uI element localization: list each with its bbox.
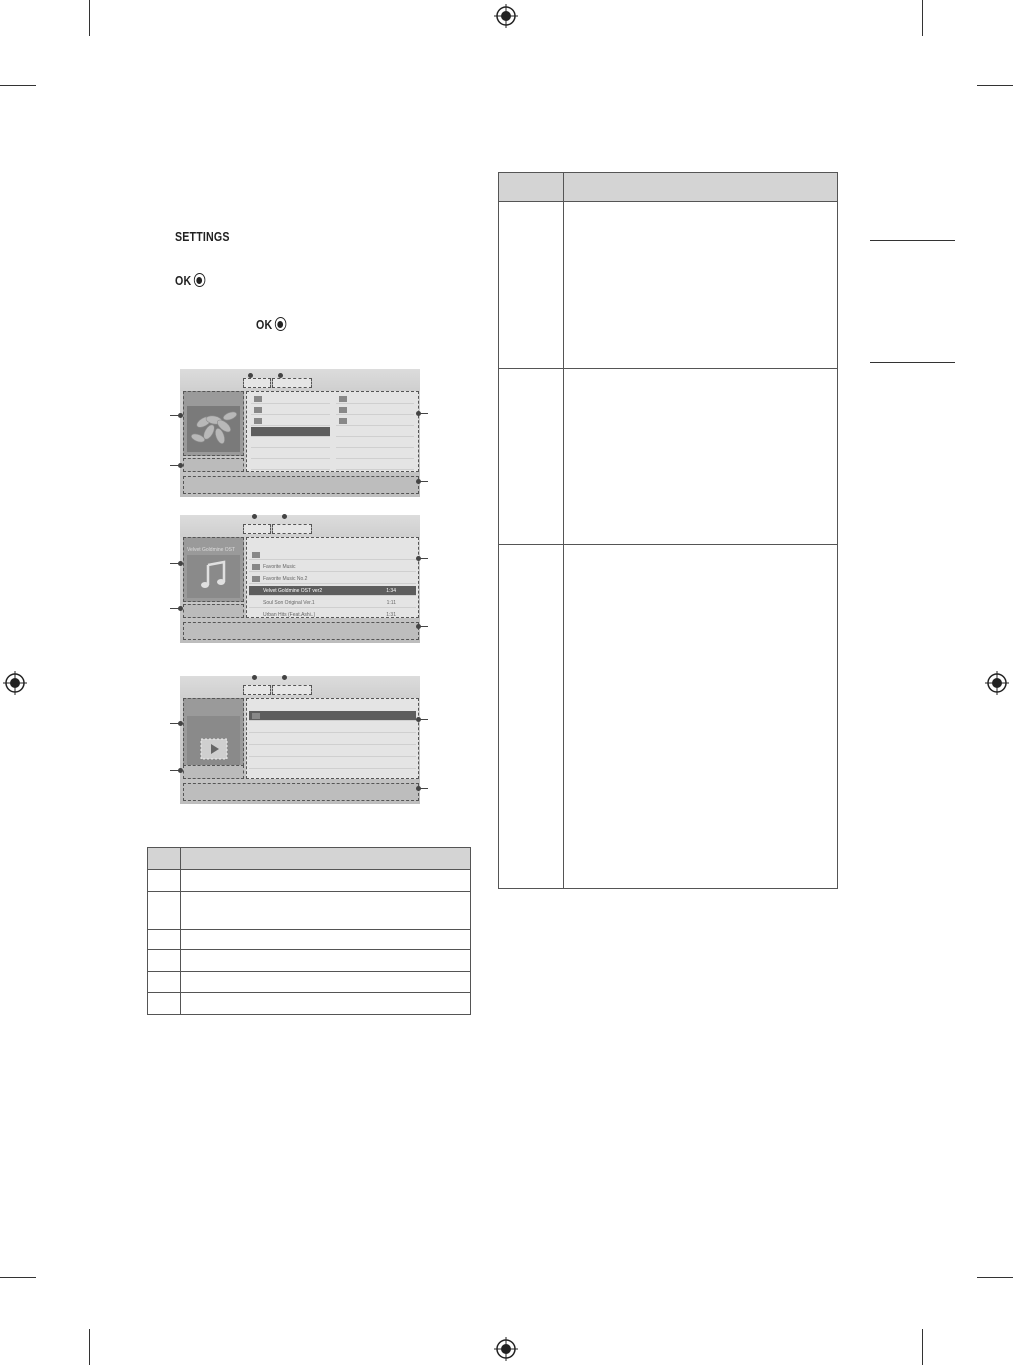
file-list-column (334, 394, 416, 468)
list-item[interactable] (336, 460, 414, 470)
ok-button-icon (194, 273, 205, 287)
registration-mark-icon (494, 4, 518, 28)
table-cell (148, 950, 181, 972)
item-label: Soul Son Original Ver.1 (263, 600, 315, 606)
callout-line (170, 608, 180, 609)
section-divider (870, 240, 955, 241)
content-type-button[interactable] (183, 604, 244, 618)
callout-line (170, 770, 180, 771)
content-type-button[interactable] (183, 458, 244, 472)
callout-marker (282, 675, 287, 680)
description-table (498, 172, 838, 889)
folder-icon (339, 396, 347, 402)
folder-icon (252, 564, 260, 570)
file-list (246, 698, 419, 779)
content-type-button[interactable] (183, 765, 244, 779)
table-cell (181, 972, 471, 993)
callout-marker (248, 373, 253, 378)
folder-icon (252, 552, 260, 558)
preview-panel (183, 537, 244, 602)
table-row (148, 892, 471, 930)
tab-indicator (243, 524, 271, 534)
crop-mark (0, 85, 36, 86)
tab-indicator (272, 524, 312, 534)
registration-mark-icon (985, 671, 1009, 695)
list-item[interactable] (249, 598, 416, 608)
table-cell (148, 870, 181, 892)
table-cell (181, 993, 471, 1015)
item-label: Favorite Music (263, 564, 296, 570)
folder-icon (254, 418, 262, 424)
table-header-cell (499, 173, 564, 202)
folder-icon (254, 396, 262, 402)
file-list (246, 537, 419, 618)
list-item[interactable] (251, 405, 330, 415)
table-header-cell (181, 848, 471, 870)
table-row (499, 202, 838, 369)
crop-mark (922, 1329, 923, 1365)
list-item[interactable] (251, 460, 330, 470)
legend-table (147, 847, 471, 1015)
list-item[interactable] (249, 550, 416, 560)
ok-key-label (175, 273, 205, 288)
table-cell (148, 892, 181, 930)
file-list-column (249, 394, 332, 468)
table-header-row (499, 173, 838, 202)
list-item[interactable] (251, 416, 330, 426)
tab-indicator (272, 378, 312, 388)
table-cell (564, 202, 838, 369)
preview-panel (183, 391, 244, 456)
list-item[interactable] (336, 416, 414, 426)
list-item[interactable] (249, 759, 416, 769)
callout-line (420, 719, 428, 720)
table-row (148, 950, 471, 972)
callout-marker (282, 514, 287, 519)
play-icon (184, 699, 243, 775)
callout-line (170, 723, 180, 724)
table-cell (148, 993, 181, 1015)
crop-mark (89, 0, 90, 36)
photo-list-screenshot (180, 369, 420, 497)
tab-indicator (272, 685, 312, 695)
table-header-row (148, 848, 471, 870)
section-divider (870, 362, 955, 363)
ok-key-label (256, 317, 286, 332)
table-row (148, 930, 471, 950)
registration-mark-icon (3, 671, 27, 695)
list-item[interactable] (251, 449, 330, 459)
table-row (148, 870, 471, 892)
list-item[interactable] (249, 574, 416, 584)
list-item[interactable] (249, 610, 416, 616)
item-label: Favorite Music No.2 (263, 576, 308, 582)
crop-mark (89, 1329, 90, 1365)
folder-icon (339, 418, 347, 424)
folder-icon (254, 407, 262, 413)
music-note-icon (184, 538, 243, 601)
list-item[interactable] (249, 586, 416, 596)
table-cell (181, 892, 471, 930)
crop-mark (0, 1277, 36, 1278)
bottom-navigation-bar (183, 783, 419, 801)
crop-mark (977, 1277, 1013, 1278)
item-label: Velvet Goldmine OST ver2 (263, 588, 323, 594)
ok-button-icon (275, 317, 286, 331)
flower-photo-icon (184, 392, 243, 455)
table-row (499, 545, 838, 889)
table-row (148, 972, 471, 993)
list-item[interactable] (249, 562, 416, 572)
music-list-screenshot (180, 515, 420, 643)
list-item[interactable] (249, 723, 416, 733)
list-item[interactable] (249, 735, 416, 745)
list-item[interactable] (251, 427, 330, 437)
settings-key-label: SETTINGS (175, 229, 230, 244)
callout-marker (278, 373, 283, 378)
ok-key-text: OK (256, 317, 273, 332)
list-item[interactable] (249, 747, 416, 757)
folder-icon (252, 713, 260, 719)
table-row (148, 993, 471, 1015)
list-item[interactable] (249, 711, 416, 721)
callout-line (170, 563, 180, 564)
callout-line (420, 558, 428, 559)
item-duration: 1:31 (386, 612, 396, 618)
table-header-cell (564, 173, 838, 202)
list-item[interactable] (251, 394, 330, 404)
table-cell (564, 545, 838, 889)
table-cell (499, 369, 564, 545)
table-cell (181, 870, 471, 892)
list-item[interactable] (336, 427, 414, 437)
item-label: Urban Hits (Feat.Ashi..) (263, 612, 316, 618)
table-cell (148, 972, 181, 993)
list-item[interactable] (336, 394, 414, 404)
table-cell (499, 202, 564, 369)
crop-mark (977, 85, 1013, 86)
ok-key-text: OK (175, 273, 192, 288)
list-item[interactable] (251, 438, 330, 448)
preview-title: Velvet Goldmine OST (187, 547, 236, 553)
bottom-navigation-bar (183, 622, 419, 640)
tab-indicator (243, 685, 271, 695)
callout-marker (252, 675, 257, 680)
folder-icon (252, 576, 260, 582)
table-cell (499, 545, 564, 889)
bottom-navigation-bar (183, 476, 419, 494)
crop-mark (922, 0, 923, 36)
tab-indicator (243, 378, 271, 388)
list-item[interactable] (336, 405, 414, 415)
table-cell (564, 369, 838, 545)
callout-marker (252, 514, 257, 519)
table-row (499, 369, 838, 545)
registration-mark-icon (494, 1337, 518, 1361)
list-item[interactable] (336, 449, 414, 459)
item-duration: 1:11 (386, 600, 396, 606)
item-duration: 1:34 (386, 588, 396, 594)
movie-list-screenshot (180, 676, 420, 804)
table-cell (181, 930, 471, 950)
callout-line (420, 626, 428, 627)
file-list (246, 391, 419, 472)
folder-icon (339, 407, 347, 413)
callout-line (420, 788, 428, 789)
callout-line (420, 481, 428, 482)
callout-line (170, 415, 180, 416)
callout-line (420, 413, 428, 414)
table-cell (181, 950, 471, 972)
table-cell (148, 930, 181, 950)
list-item[interactable] (336, 438, 414, 448)
callout-line (170, 465, 180, 466)
table-header-cell (148, 848, 181, 870)
